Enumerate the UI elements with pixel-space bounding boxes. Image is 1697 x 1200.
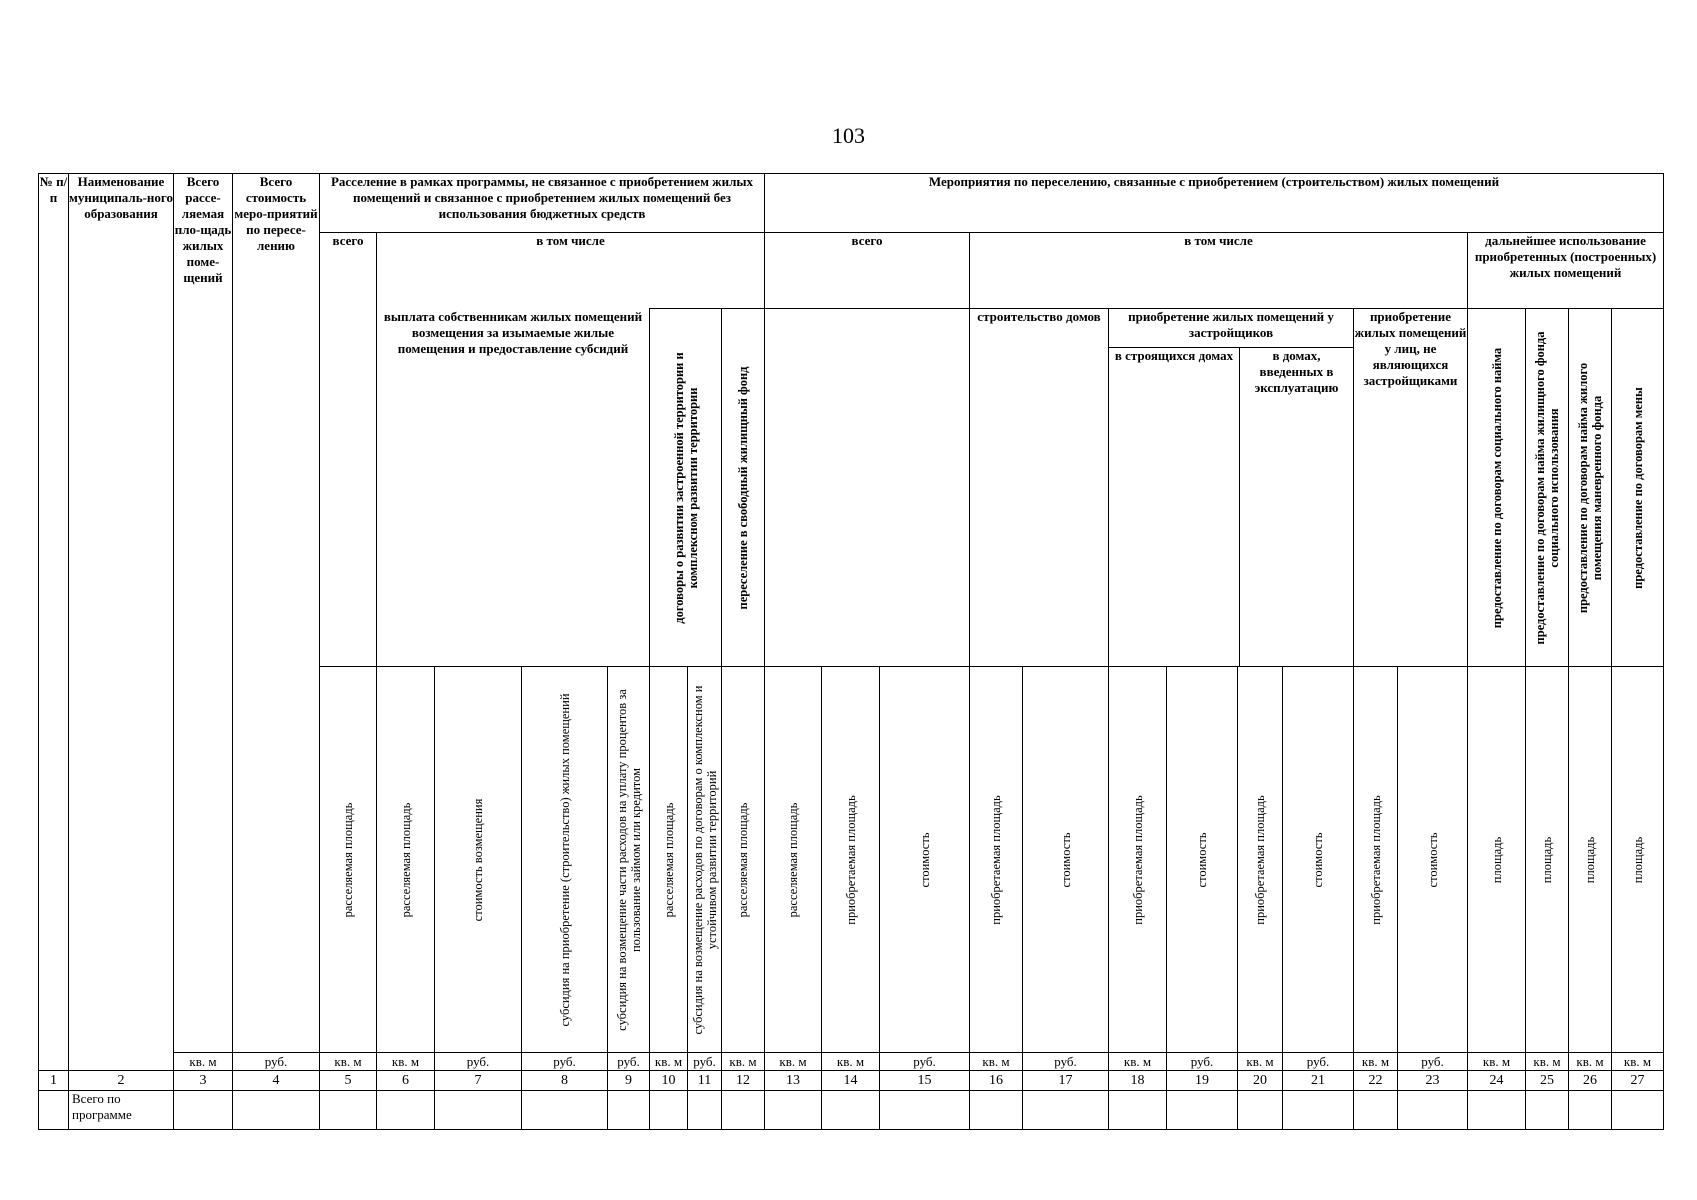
column-number: 13 [765, 1071, 822, 1091]
subheader-col-9-text: субсидия на возмещение части расходов на уплату процентов за пользование займом или кредитом [614, 688, 643, 1031]
subheader-col-23 [1398, 667, 1468, 1053]
page-number: 103 [832, 123, 865, 148]
column-number: 4 [233, 1071, 320, 1091]
header-b-total: всего [765, 233, 970, 309]
unit-cell: руб. [1167, 1053, 1238, 1071]
unit-cell: кв. м [650, 1053, 688, 1071]
subheader-col-5 [320, 667, 377, 1053]
subheader-col-19 [1167, 667, 1238, 1053]
subheader-col-9 [608, 667, 650, 1053]
unit-cell: кв. м [1569, 1053, 1612, 1071]
column-number: 2 [69, 1071, 174, 1091]
header-b-exchange [1612, 309, 1664, 667]
subheader-col-8-text: субсидия на приобретение (строительство) жилых помещений [557, 692, 572, 1027]
header-b-developers-title: приобретение жилых помещений у застройщиков [1109, 309, 1353, 348]
subheader-col-21 [1283, 667, 1354, 1053]
subheader-col-21-text: стоимость [1311, 832, 1325, 887]
subheader-col-25 [1526, 667, 1569, 1053]
total-cell [1283, 1091, 1354, 1130]
header-num: № п/п [39, 174, 69, 1053]
total-cell [435, 1091, 522, 1130]
subheader-col-5-text: расселяемая площадь [341, 802, 355, 917]
column-number: 8 [522, 1071, 608, 1091]
header-b-social-use-rent-text: предоставление по договорам найма жилищного фонда социального использования [1533, 331, 1561, 644]
unit-cell: руб. [1283, 1053, 1354, 1071]
subheader-col-10 [650, 667, 688, 1053]
total-cell [970, 1091, 1023, 1130]
subheader-col-17-text: стоимость [1058, 832, 1073, 887]
subheader-col-12-text: расселяемая площадь [736, 802, 750, 917]
unit-cell: руб. [608, 1053, 650, 1071]
subheader-col-23-text: стоимость [1425, 832, 1440, 887]
subheader-col-17 [1023, 667, 1109, 1053]
subheader-col-18-text: приобретаемая площадь [1130, 794, 1145, 925]
header-b-developers [1109, 309, 1354, 667]
column-number: 25 [1526, 1071, 1569, 1091]
subheader-col-6-text: расселяемая площадь [398, 802, 413, 917]
header-a-including: в том числе [377, 233, 765, 309]
column-number: 11 [688, 1071, 722, 1091]
header-b-total-spacer [765, 309, 970, 667]
subheader-col-25-text: площадь [1540, 836, 1554, 883]
total-cell [765, 1091, 822, 1130]
total-cell [522, 1091, 608, 1130]
unit-cell: кв. м [1468, 1053, 1526, 1071]
column-number: 6 [377, 1071, 435, 1091]
subheader-col-8 [522, 667, 608, 1053]
subheader-col-11 [688, 667, 722, 1053]
total-row-label: Всего по программе [69, 1091, 174, 1130]
unit-cell: кв. м [320, 1053, 377, 1071]
subheader-col-15 [880, 667, 970, 1053]
column-number: 23 [1398, 1071, 1468, 1091]
total-cell [1238, 1091, 1283, 1130]
subheader-col-26-text: площадь [1583, 836, 1597, 883]
subheader-col-27 [1612, 667, 1664, 1053]
subheader-col-24-text: площадь [1489, 836, 1504, 883]
total-cell [1468, 1091, 1526, 1130]
total-cell [1167, 1091, 1238, 1130]
header-group-no-budget: Расселение в рамках программы, не связанное с приобретением жилых помещений и связанное с приобретением жилых помещений без использования бюджетных средств [320, 174, 765, 233]
subheader-col-6 [377, 667, 435, 1053]
subheader-col-7 [435, 667, 522, 1053]
unit-cell: кв. м [765, 1053, 822, 1071]
total-cell [1023, 1091, 1109, 1130]
subheader-col-24 [1468, 667, 1526, 1053]
unit-cell: руб. [880, 1053, 970, 1071]
total-cell [822, 1091, 880, 1130]
total-cell [722, 1091, 765, 1130]
subheader-col-20 [1238, 667, 1283, 1053]
column-number: 15 [880, 1071, 970, 1091]
header-b-including: в том числе [970, 233, 1468, 309]
header-a-payment: выплата собственникам жилых помещений возмещения за изымаемые жилые помещения и предоставление субсидий [377, 309, 650, 667]
column-number: 5 [320, 1071, 377, 1091]
column-number: 16 [970, 1071, 1023, 1091]
column-number: 21 [1283, 1071, 1354, 1091]
column-number: 7 [435, 1071, 522, 1091]
unit-cell: кв. м [722, 1053, 765, 1071]
unit-cell: руб. [688, 1053, 722, 1071]
unit-cell-blank [39, 1053, 69, 1071]
total-cell [688, 1091, 722, 1130]
header-a-total: всего [320, 233, 377, 667]
header-b-social-rent-text: предоставление по договорам социального найма [1489, 347, 1504, 628]
header-b-social-rent [1468, 309, 1526, 667]
total-cell [650, 1091, 688, 1130]
header-b-further-use: дальнейшее использование приобретенных (построенных) жилых помещений [1468, 233, 1664, 309]
unit-cell-blank [69, 1053, 174, 1071]
column-number: 22 [1354, 1071, 1398, 1091]
subheader-col-16-text: приобретаемая площадь [989, 794, 1003, 925]
unit-cell: кв. м [1612, 1053, 1664, 1071]
unit-cell: руб. [233, 1053, 320, 1071]
header-a-agreements [650, 309, 722, 667]
subheader-col-19-text: стоимость [1195, 832, 1209, 887]
column-number: 10 [650, 1071, 688, 1091]
subheader-col-14-text: приобретаемая площадь [843, 794, 858, 925]
total-cell [377, 1091, 435, 1130]
total-cell [1109, 1091, 1167, 1130]
header-b-commissioned: в домах, введенных в эксплуатацию [1254, 348, 1339, 395]
column-number: 27 [1612, 1071, 1664, 1091]
column-number: 19 [1167, 1071, 1238, 1091]
header-total-cost: Всего стоимость меро-приятий по пересе-лению [233, 174, 320, 1053]
header-b-social-use-rent [1526, 309, 1569, 667]
column-number: 18 [1109, 1071, 1167, 1091]
subheader-col-7-text: стоимость возмещения [471, 798, 485, 921]
column-number: 3 [174, 1071, 233, 1091]
column-number: 17 [1023, 1071, 1109, 1091]
unit-cell: кв. м [1526, 1053, 1569, 1071]
unit-cell: кв. м [1109, 1053, 1167, 1071]
column-number: 14 [822, 1071, 880, 1091]
unit-cell: руб. [522, 1053, 608, 1071]
total-cell [1612, 1091, 1664, 1130]
subheader-col-16 [970, 667, 1023, 1053]
total-cell [1526, 1091, 1569, 1130]
unit-cell: кв. м [822, 1053, 880, 1071]
column-number: 20 [1238, 1071, 1283, 1091]
header-b-maneuver-fund [1569, 309, 1612, 667]
subheader-col-11-text: субсидия на возмещение расходов по договорам о комплексном и устойчивом развитии территорий [690, 685, 719, 1034]
total-cell [1398, 1091, 1468, 1130]
subheader-col-13 [765, 667, 822, 1053]
unit-cell: кв. м [1238, 1053, 1283, 1071]
subheader-col-14 [822, 667, 880, 1053]
unit-cell: кв. м [970, 1053, 1023, 1071]
header-b-construction: строительство домов [970, 309, 1109, 667]
header-total-area: Всего рассе-ляемая пло-щадь жилых поме-щений [174, 174, 233, 1053]
header-b-under-construction: в строящихся домах [1109, 348, 1240, 666]
unit-cell: кв. м [1354, 1053, 1398, 1071]
header-b-developers-sub [1109, 348, 1353, 666]
unit-cell: руб. [435, 1053, 522, 1071]
header-group-acquisition: Мероприятия по переселению, связанные с приобретением (строительством) жилых помещений [765, 174, 1664, 233]
subheader-col-22-text: приобретаемая площадь [1368, 794, 1383, 925]
total-cell [1354, 1091, 1398, 1130]
total-cell [174, 1091, 233, 1130]
subheader-col-12 [722, 667, 765, 1053]
subheader-col-10-text: расселяемая площадь [661, 802, 676, 917]
subheader-col-13-text: расселяемая площадь [786, 802, 800, 917]
unit-cell: руб. [1023, 1053, 1109, 1071]
total-cell [1569, 1091, 1612, 1130]
column-number: 26 [1569, 1071, 1612, 1091]
header-a-agreements-text: договоры о развитии застроенной территории и комплексном развитии территории [671, 351, 700, 624]
subheader-col-26 [1569, 667, 1612, 1053]
column-number: 24 [1468, 1071, 1526, 1091]
column-number: 9 [608, 1071, 650, 1091]
unit-cell: руб. [1398, 1053, 1468, 1071]
total-cell [608, 1091, 650, 1130]
header-a-free-fund [722, 309, 765, 667]
column-number: 1 [39, 1071, 69, 1091]
subheader-col-27-text: площадь [1630, 836, 1645, 883]
subheader-col-18 [1109, 667, 1167, 1053]
column-number: 12 [722, 1071, 765, 1091]
subheader-col-22 [1354, 667, 1398, 1053]
subheader-col-20-text: приобретаемая площадь [1253, 794, 1267, 925]
header-b-non-developers: приобретение жилых помещений у лиц, не являющихся застройщиками [1354, 309, 1468, 667]
header-municipality: Наименование муниципаль-ного образования [69, 174, 174, 1053]
resettlement-table [38, 173, 1664, 1130]
header-b-exchange-text: предоставление по договорам мены [1630, 386, 1645, 589]
total-cell [233, 1091, 320, 1130]
total-cell [880, 1091, 970, 1130]
total-cell [320, 1091, 377, 1130]
unit-cell: кв. м [174, 1053, 233, 1071]
subheader-col-15-text: стоимость [917, 832, 932, 887]
header-a-free-fund-text: переселение в свободный жилищный фонд [736, 366, 750, 609]
total-row-num [39, 1091, 69, 1130]
header-b-maneuver-fund-text: предоставление по договорам найма жилого помещения маневренного фонда [1576, 362, 1604, 613]
unit-cell: кв. м [377, 1053, 435, 1071]
